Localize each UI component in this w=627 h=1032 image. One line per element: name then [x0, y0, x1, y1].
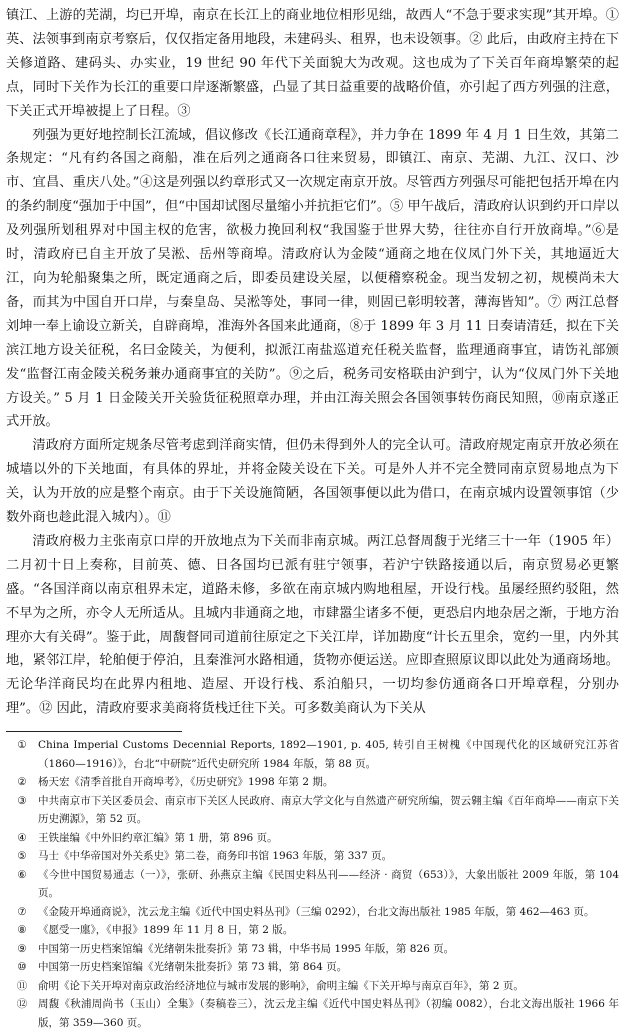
- footnotes: [6, 736, 619, 1032]
- footnote-number: ②: [17, 776, 27, 789]
- footnote-number: ⑧: [17, 924, 27, 937]
- footnote-7: [6, 903, 619, 922]
- footnote-6: [6, 866, 619, 903]
- footnote-number: ⑤: [17, 850, 27, 863]
- footnote-4: [6, 829, 619, 848]
- footnote-3: [6, 792, 619, 829]
- footnote-text: 中国第一历史档案馆编《光绪朝朱批奏折》第 73 辑，中华书局 1995 年版，第 826 页。: [38, 942, 455, 955]
- footnote-10: [6, 958, 619, 977]
- footnote-text: 杨天宏《清季首批自开商埠考》，《历史研究》1998 年第 2 期。: [38, 776, 334, 789]
- footnote-text: 中国第一历史档案馆编《光绪朝朱批奏折》第 73 辑，第 864 页。: [38, 961, 348, 974]
- footnote-number: ⑨: [17, 942, 27, 955]
- footnote-text: 《愿受一廛》，《申报》1899 年 11 月 8 日，第 2 版。: [38, 924, 294, 937]
- footnote-text: China Imperial Customs Decennial Reports, 1892—1901, p. 405, 转引自王树槐《中国现代化的区域研究江苏省（1860—1916）》，台北“中研院”近代史研究所 1984 年版，第 88 页。: [38, 739, 619, 770]
- footnote-text: 周馥《秋浦周尚书（玉山）全集》（奏稿卷三），沈云龙主编《近代中国史料丛刊》（初编 0082），台北文海出版社 1966 年版，第 359—360 页。: [38, 998, 619, 1029]
- footnote-8: [6, 921, 619, 940]
- footnote-text: 《金陵开埠通商说》，沈云龙主编《近代中国史料丛刊》（三编 0292），台北文海出版社 1985 年版，第 462—463 页。: [38, 905, 595, 918]
- footnote-text: 《今世中国贸易通志（一）》，张研、孙燕京主编《民国史料丛刊——经济 · 商贸（653）》，大象出版社 2009 年版，第 104 页。: [38, 868, 619, 900]
- footnote-number: ③: [17, 794, 27, 807]
- footnote-number: ⑩: [17, 961, 27, 974]
- body-text: [6, 4, 619, 721]
- footnote-number: ⑥: [17, 868, 27, 881]
- footnote-1: [6, 736, 619, 773]
- footnote-11: [6, 977, 619, 996]
- footnote-text: 中共南京市下关区委员会、南京市下关区人民政府、南京大学文化与自然遗产研究所编，贺云翱主编《百年商埠——南京下关历史溯源》，第 52 页。: [38, 794, 619, 826]
- footnote-5: [6, 847, 619, 866]
- footnote-9: [6, 940, 619, 959]
- paragraph-2: 列强为更好地控制长江流域，倡议修改《长江通商章程》，并力争在 1899 年 4 月 1 日生效，其第二条规定：“凡有约各国之商船，准在后列之通商各口往来贸易，即镇江、南京、芜湖、九江、汉口、沙市、宜昌、重庆八处。”④这是列强以约章形式又一次规定南京开放。尽管西方列强尽可能把包括开埠在内的条约制度“强加于中国”，但“中国却试图尽量缩小并抗拒它们”。⑤ 甲午战后，清政府认识到约开口岸以及列强所划租界对中国主权的危害，欲极力挽回利权“我国鉴于世界大势，往往亦自行开放商埠。”⑥是时，清政府已自主开放了吴淞、岳州等商埠。清政府认为金陵“通商之地在仪凤门外下关，其地逼近大江，向为轮船聚集之所，既定通商之后，即委员建设关屋，以便稽察税金。现当发轫之初，规模尚未大备，而其为中国自开口岸，与秦皇岛、吴淞等处，事同一律，则固已彰明较著，薄海皆知”。⑦ 两江总督刘坤一奉上谕设立新关，自辟商埠，准海外各国来此通商，⑧于 1899 年 3 月 11 日奏请清廷，拟在下关滨江地方设关征税，名曰金陵关，为便利，拟派江南盐巡道充任税关监督，监理通商事宜，请饬礼部颁发“监督江南金陵关税务兼办通商事宜的关防”。⑨之后，税务司安格联由沪到宁，认为“仪凤门外下关地方设关。” 5 月 1 日金陵关开关验货征税照章办理，并由江海关照会各国领事转伤商民知照，⑩南京遂正式开放。: [6, 127, 619, 430]
- footnote-number: ⑦: [17, 905, 27, 918]
- footnote-number: ④: [17, 831, 27, 844]
- footnote-number: ①: [17, 739, 27, 752]
- footnote-text: 俞明《论下关开埠对南京政治经济地位与城市发展的影响》，俞明主编《下关开埠与南京百年》，第 2 页。: [38, 979, 524, 992]
- footnote-2: [6, 773, 619, 792]
- footnote-number: ⑫: [16, 998, 28, 1011]
- footnote-12: [6, 995, 619, 1032]
- footnote-divider: [6, 731, 182, 732]
- paragraph-4: 清政府极力主张南京口岸的开放地点为下关而非南京城。两江总督周馥于光绪三十一年（1905 年）二月初十日上奏称，目前英、德、日各国均已派有驻宁领事，若沪宁铁路接通以后，南京贸易必更繁盛。“各国洋商以南京租界未定，道路未修，多欲在南京城内购地租屋，开设行栈。虽屡经照约驳阻，然不早为之所，亦令人无所适从。且城内非通商之地，市肆嚣尘诸多不便，更恐启内地杂居之渐，于地方治理亦大有关碍”。鉴于此，周馥督同司道前往原定之下关江岸，详加勘度“计长五里余，宽约一里，内外其地，紧邻江岸，轮舶便于停泊，且秦淮河水路相通，货物亦便运送。应即查照原议即以此处为通商场地。无论华洋商民均在此界内租地、造屋、开设行栈、系泊船只，一切均参仿通商各口开埠章程，分别办理”。⑫ 因此，清政府要求美商将货栈迁往下关。可多数美商认为下关从: [6, 533, 619, 717]
- footnote-text: 王铁崖编《中外旧约章汇编》第 1 册，第 896 页。: [38, 831, 278, 844]
- paragraph-1: 镇江、上游的芜湖，均已开埠，南京在长江上的商业地位相形见绌，故西人“不急于要求实现”其开埠。① 英、法领事到南京考察后，仅仅指定备用地段，未建码头、租界，也未设领事。② 此后，由政府主持在下关修道路、建码头、办实业，19 世纪 90 年代下关面貌大为改观。这也成为了下关百年商埠繁荣的起点，同时下关作为长江的重要口岸逐渐繁盛，凸显了其日益重要的战略价值，亦引起了西方列强的注意，下关正式开埠被提上了日程。③: [6, 8, 619, 119]
- paragraph-3: 清政府方面所定规条尽管考虑到洋商实情，但仍未得到外人的完全认可。清政府规定南京开放必须在城墙以外的下关地面，有具体的界址，并将金陵关设在下关。可是外人并不完全赞同南京贸易地点为下关，认为开放的应是整个南京。由于下关设施简陋，各国领事便以此为借口，在南京城内设置领事馆（少数外商也趁此混入城内）。⑪: [6, 438, 619, 526]
- footnote-text: 马士《中华帝国对外关系史》第二卷，商务印书馆 1963 年版，第 337 页。: [38, 850, 393, 863]
- footnote-number: ⑪: [16, 979, 28, 992]
